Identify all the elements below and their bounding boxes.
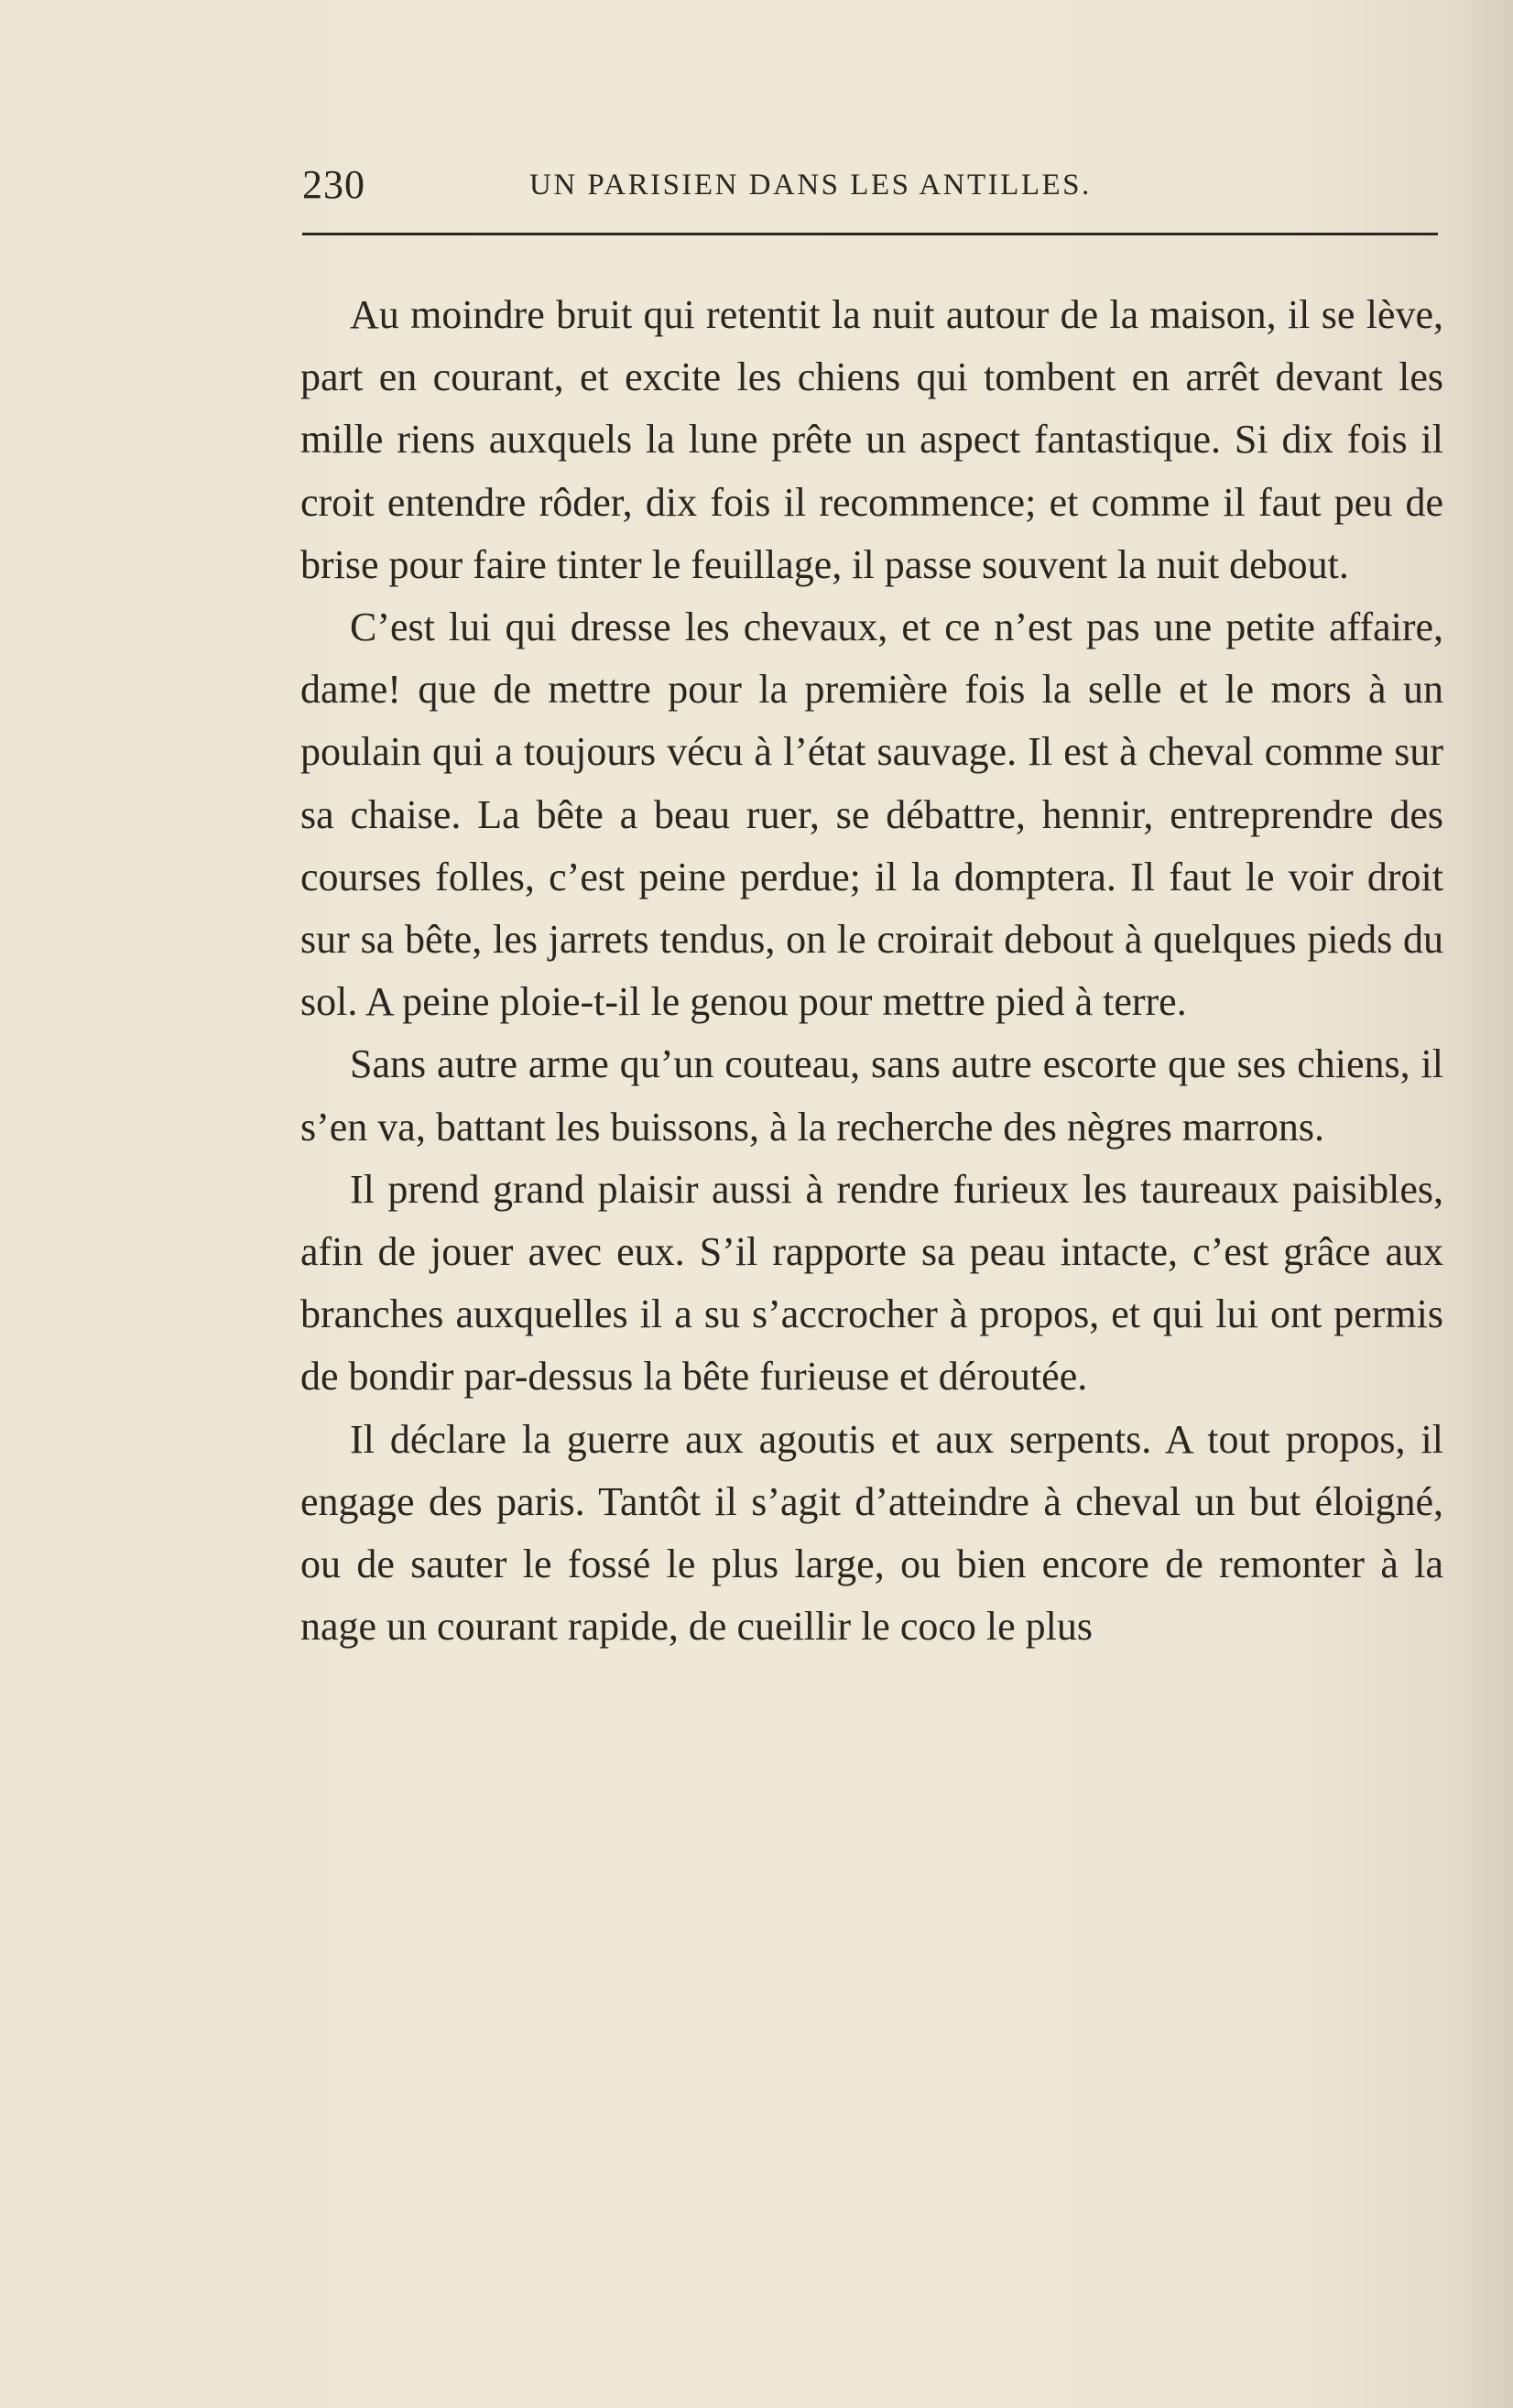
paragraph: C’est lui qui dresse les chevaux, et ce n’est pas une petite affaire, dame! que de mettre pour la première fois la selle et le mors à un poulain qui a toujours vécu à l’état sauvage. Il est à cheval comme sur sa chaise. La bête a beau ruer, se débattre, hennir, entreprendre des courses folles, c’est peine perdue; il la domptera. Il faut le voir droit sur sa bête, les jarrets tendus, on le croirait debout à quelques pieds du sol. A peine ploie-t-il le genou pour mettre pied à terre.	[300, 605, 1443, 1025]
page-body	[300, 284, 1443, 1658]
header-rule	[302, 233, 1438, 235]
paragraph: Sans autre arme qu’un couteau, sans autre escorte que ses chiens, il s’en va, battant les buissons, à la recherche des nègres marrons.	[300, 1041, 1443, 1150]
paragraph: Il déclare la guerre aux agoutis et aux serpents. A tout propos, il engage des paris. Tantôt il s’agit d’atteindre à cheval un but éloigné, ou de sauter le fossé le plus large, ou bien encore de remonter à la nage un courant rapide, de cueillir le coco le plus	[300, 1416, 1443, 1650]
running-head	[302, 159, 1438, 211]
paragraph: Au moindre bruit qui retentit la nuit autour de la maison, il se lève, part en courant, et excite les chiens qui tombent en arrêt devant les mille riens auxquels la lune prête un aspect fantastique. Si dix fois il croit entendre rôder, dix fois il recommence; et comme il faut peu de brise pour faire tinter le feuillage, il passe souvent la nuit debout.	[300, 292, 1443, 587]
paragraph: Il prend grand plaisir aussi à rendre furieux les taureaux paisibles, afin de jouer avec eux. S’il rapporte sa peau intacte, c’est grâce aux branches auxquelles il a su s’accrocher à propos, et qui lui ont permis de bondir par-dessus la bête furieuse et déroutée.	[300, 1166, 1443, 1400]
running-title: UN PARISIEN DANS LES ANTILLES.	[529, 169, 1092, 202]
page-number: 230	[302, 162, 365, 207]
